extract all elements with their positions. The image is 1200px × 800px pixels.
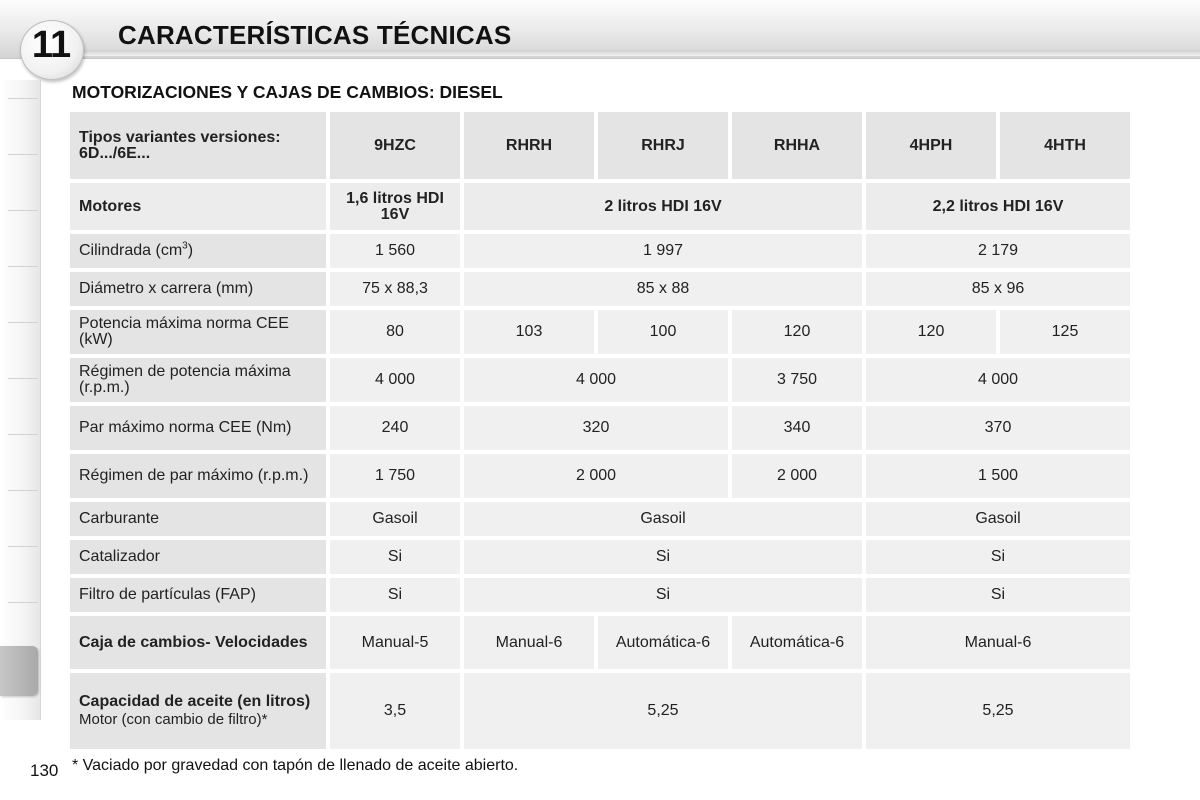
table-row-par bbox=[70, 406, 1130, 450]
tab-divider bbox=[8, 378, 38, 379]
tab-divider bbox=[8, 546, 38, 547]
cell: 80 bbox=[330, 310, 460, 354]
cell: 1 500 bbox=[866, 454, 1130, 498]
cell: 85 x 96 bbox=[866, 272, 1130, 306]
cell: 1 750 bbox=[330, 454, 460, 498]
tab-divider bbox=[8, 434, 38, 435]
variant-rhrj: RHRJ bbox=[598, 112, 728, 179]
tab-divider bbox=[8, 154, 38, 155]
tab-divider bbox=[8, 490, 38, 491]
cell: Gasoil bbox=[464, 502, 862, 536]
row-label: Diámetro x carrera (mm) bbox=[70, 272, 326, 306]
row-label: Motores bbox=[70, 183, 326, 230]
oil-label-bold: Capacidad de aceite (en litros) bbox=[79, 693, 311, 710]
label-text: Cilindrada (cm bbox=[79, 242, 183, 259]
cell: 1 997 bbox=[464, 234, 862, 268]
cell: 75 x 88,3 bbox=[330, 272, 460, 306]
cell: 100 bbox=[598, 310, 728, 354]
engine-spec-table bbox=[66, 108, 1134, 753]
cell: 3 750 bbox=[732, 358, 862, 402]
cell: Si bbox=[330, 578, 460, 612]
cell: Manual-6 bbox=[866, 616, 1130, 669]
section-title: MOTORIZACIONES Y CAJAS DE CAMBIOS: DIESEL bbox=[72, 82, 503, 102]
cell: Automática-6 bbox=[732, 616, 862, 669]
chapter-number: 11 bbox=[31, 24, 71, 66]
table-row-regimen-par bbox=[70, 454, 1130, 498]
cell: 85 x 88 bbox=[464, 272, 862, 306]
cell: Manual-5 bbox=[330, 616, 460, 669]
table-row-aceite bbox=[70, 673, 1130, 749]
cell: 240 bbox=[330, 406, 460, 450]
tab-divider bbox=[8, 98, 38, 99]
cell: Si bbox=[330, 540, 460, 574]
row-label: Régimen de par máximo (r.p.m.) bbox=[70, 454, 326, 498]
table-row-cilindrada bbox=[70, 234, 1130, 268]
table-row-diametro bbox=[70, 272, 1130, 306]
cell: 3,5 bbox=[330, 673, 460, 749]
cell: Si bbox=[464, 578, 862, 612]
cell: Manual-6 bbox=[464, 616, 594, 669]
cell: Gasoil bbox=[866, 502, 1130, 536]
tab-divider bbox=[8, 322, 38, 323]
cell: Si bbox=[464, 540, 862, 574]
cell: 4 000 bbox=[464, 358, 728, 402]
row-label: Carburante bbox=[70, 502, 326, 536]
row-label: Catalizador bbox=[70, 540, 326, 574]
cell: Si bbox=[866, 578, 1130, 612]
cell: 340 bbox=[732, 406, 862, 450]
cell: Gasoil bbox=[330, 502, 460, 536]
chapter-tab-strip bbox=[0, 80, 41, 720]
row-label: Filtro de partículas (FAP) bbox=[70, 578, 326, 612]
cell: 120 bbox=[732, 310, 862, 354]
cell: 2 litros HDI 16V bbox=[464, 183, 862, 230]
row-label: Potencia máxima norma CEE (kW) bbox=[70, 310, 326, 354]
table-row-caja bbox=[70, 616, 1130, 669]
table-row-carburante bbox=[70, 502, 1130, 536]
tab-divider bbox=[8, 266, 38, 267]
tab-divider bbox=[8, 210, 38, 211]
variant-4hth: 4HTH bbox=[1000, 112, 1130, 179]
table-row-catalizador bbox=[70, 540, 1130, 574]
table-row-motores bbox=[70, 183, 1130, 230]
variant-4hph: 4HPH bbox=[866, 112, 996, 179]
page-number: 130 bbox=[30, 761, 59, 780]
cell: 5,25 bbox=[464, 673, 862, 749]
label-text-end: ) bbox=[187, 242, 194, 259]
cell: 4 000 bbox=[866, 358, 1130, 402]
page-title: CARACTERÍSTICAS TÉCNICAS bbox=[118, 20, 512, 50]
cell: 5,25 bbox=[866, 673, 1130, 749]
cell: 2 000 bbox=[464, 454, 728, 498]
cell: 2,2 litros HDI 16V bbox=[866, 183, 1130, 230]
cell: 1 560 bbox=[330, 234, 460, 268]
table-row-filtro bbox=[70, 578, 1130, 612]
row-label bbox=[70, 234, 326, 268]
cell: 1,6 litros HDI 16V bbox=[330, 183, 460, 230]
row-label bbox=[70, 673, 326, 749]
cell: 120 bbox=[866, 310, 996, 354]
row-label: Par máximo norma CEE (Nm) bbox=[70, 406, 326, 450]
tab-divider bbox=[8, 602, 38, 603]
cell: 4 000 bbox=[330, 358, 460, 402]
active-chapter-tab[interactable] bbox=[0, 646, 38, 696]
table-row-regimen-potencia bbox=[70, 358, 1130, 402]
cell: 103 bbox=[464, 310, 594, 354]
cell: Si bbox=[866, 540, 1130, 574]
variant-rhrh: RHRH bbox=[464, 112, 594, 179]
cell: 2 000 bbox=[732, 454, 862, 498]
cell: 125 bbox=[1000, 310, 1130, 354]
label-superscript: 3 bbox=[182, 240, 188, 252]
row-label: Caja de cambios- Velocidades bbox=[70, 616, 326, 669]
footnote: * Vaciado por gravedad con tapón de llenado de aceite abierto. bbox=[72, 757, 519, 774]
cell: 370 bbox=[866, 406, 1130, 450]
header-label: Tipos variantes versiones: 6D.../6E... bbox=[70, 112, 326, 179]
table-row-potencia bbox=[70, 310, 1130, 354]
cell: 2 179 bbox=[866, 234, 1130, 268]
variant-rhha: RHHA bbox=[732, 112, 862, 179]
table-header-row bbox=[70, 112, 1130, 179]
row-label: Régimen de potencia máxima (r.p.m.) bbox=[70, 358, 326, 402]
oil-label-sub: Motor (con cambio de filtro)* bbox=[79, 711, 268, 728]
cell: 320 bbox=[464, 406, 728, 450]
cell: Automática-6 bbox=[598, 616, 728, 669]
variant-9hzc: 9HZC bbox=[330, 112, 460, 179]
